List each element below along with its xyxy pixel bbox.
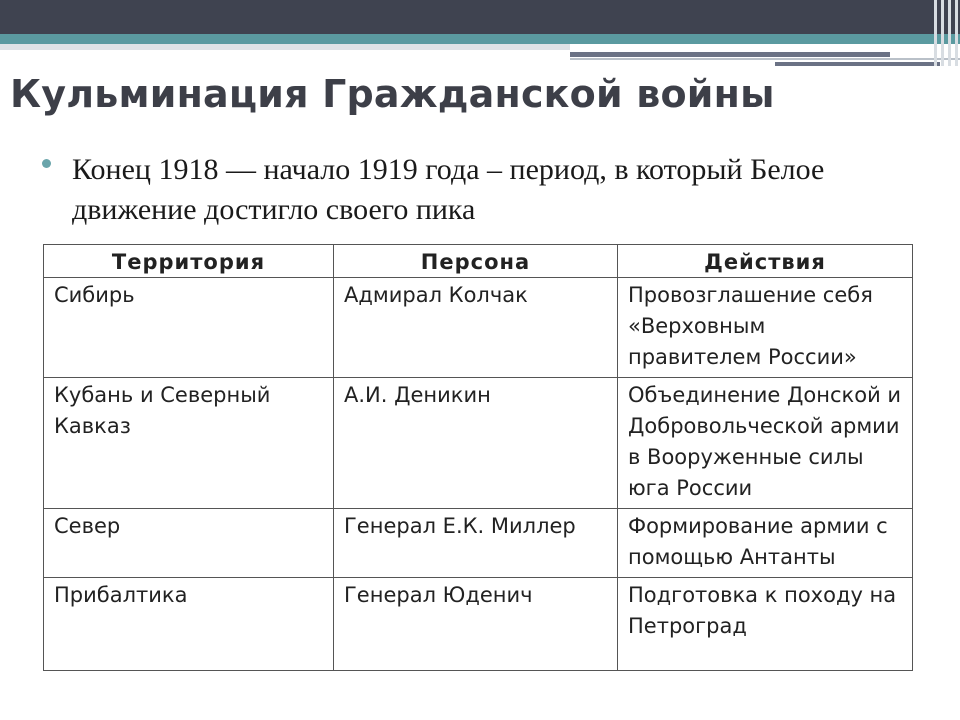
light-band xyxy=(0,44,570,50)
stripe xyxy=(934,0,937,66)
header-person: Персона xyxy=(334,245,618,278)
bullet-text: Конец 1918 — начало 1919 года – период, в который Белое движение достигло своего пика xyxy=(72,153,825,226)
teal-band xyxy=(0,34,960,44)
table-header-row xyxy=(44,245,913,278)
top-band xyxy=(0,0,960,34)
cell-actions: Подготовка к походу на Петроград xyxy=(618,578,913,671)
cell-territory: Север xyxy=(44,509,334,578)
cell-person: Адмирал Колчак xyxy=(334,278,618,378)
slide-title: Кульминация Гражданской войны xyxy=(10,72,775,116)
data-table xyxy=(43,244,913,671)
cell-person: Генерал Е.К. Миллер xyxy=(334,509,618,578)
stripe xyxy=(948,0,951,66)
cell-actions: Формирование армии с помощью Антанты xyxy=(618,509,913,578)
cell-person: Генерал Юденич xyxy=(334,578,618,671)
cell-person: А.И. Деникин xyxy=(334,378,618,509)
bullet-dot-icon xyxy=(42,159,51,168)
cell-territory: Кубань и Северный Кавказ xyxy=(44,378,334,509)
accent-line xyxy=(775,62,940,66)
cell-actions: Провозглашение себя «Верховным правителем России» xyxy=(618,278,913,378)
cell-actions: Объединение Донской и Добровольческой армии в Вооруженные силы юга России xyxy=(618,378,913,509)
accent-line xyxy=(570,58,960,60)
table-row xyxy=(44,278,913,378)
header-territory: Территория xyxy=(44,245,334,278)
bullet-item xyxy=(46,150,926,230)
accent-line xyxy=(570,52,890,57)
stripe xyxy=(955,0,958,66)
table-row xyxy=(44,578,913,671)
stripe xyxy=(941,0,944,66)
decorative-stripes xyxy=(932,0,960,66)
header-actions: Действия xyxy=(618,245,913,278)
cell-territory: Прибалтика xyxy=(44,578,334,671)
cell-territory: Сибирь xyxy=(44,278,334,378)
table-row xyxy=(44,509,913,578)
table-row xyxy=(44,378,913,509)
